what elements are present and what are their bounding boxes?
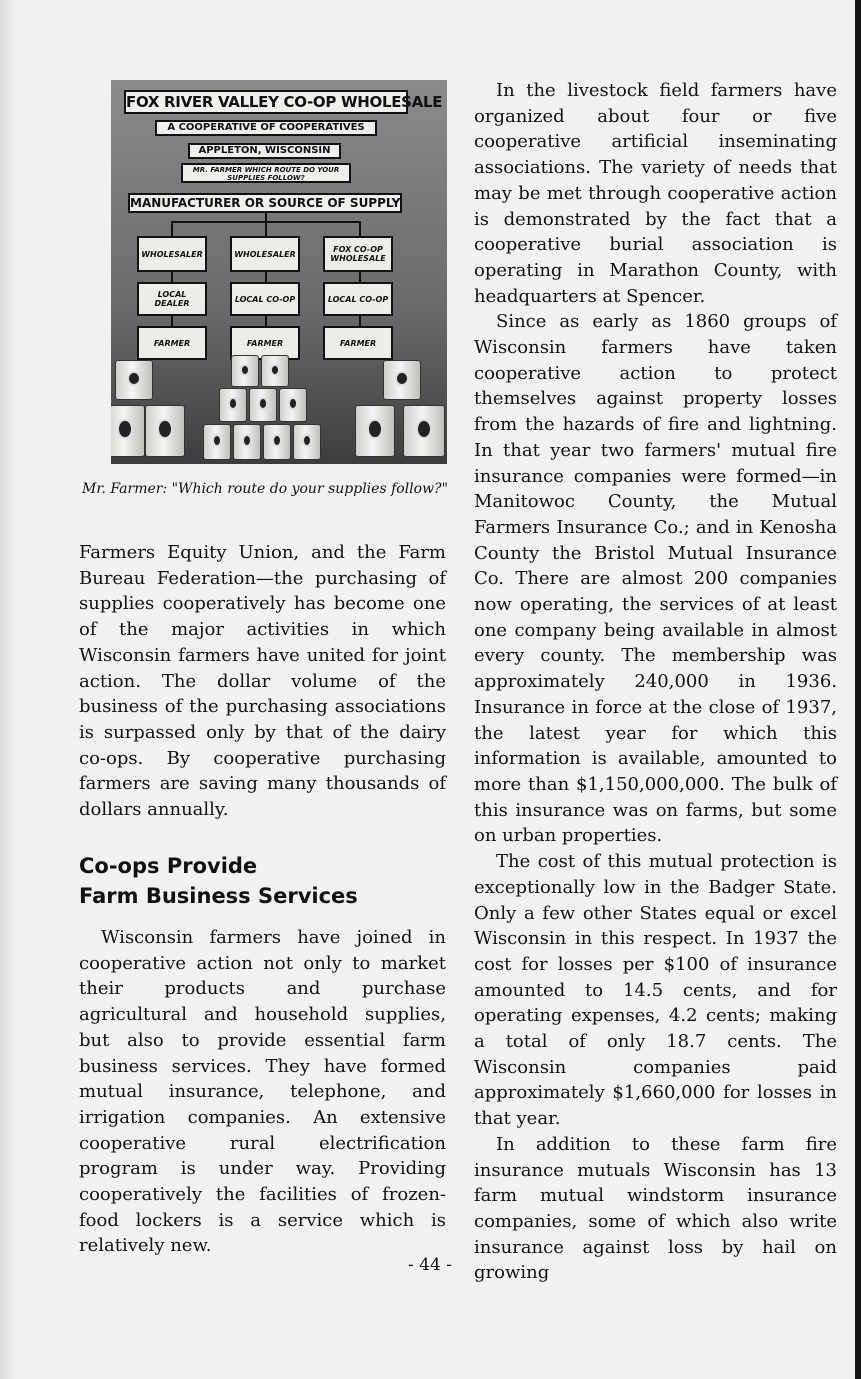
sign-main: FOX RIVER VALLEY CO-OP WHOLESALE (124, 90, 408, 114)
sign-source: MANUFACTURER OR SOURCE OF SUPPLY (128, 193, 402, 213)
connector-line (171, 272, 173, 282)
connector-line (265, 272, 267, 282)
photo-caption: Mr. Farmer: "Which route do your supplies follow?" (82, 481, 449, 497)
paragraph: The cost of this mutual protection is exceptionally low in the Badger State. Only a few other States equal or excel Wisconsin in this respect. In 1937 the cost for losses per $100 of insurance amounted to 14.5 cents, and for operating expenses, 4.2 cents; making a total of only 18.7 cents. The Wisconsin companies paid approximately $1,660,000 for losses in that year. (474, 851, 837, 1130)
scan-edge-left (0, 0, 16, 1379)
page-number: - 44 - (408, 1255, 452, 1275)
connector-line (359, 221, 361, 236)
paragraph: Since as early as 1860 groups of Wisconsin farmers have taken cooperative action to protect themselves against property losses from the hazards of fire and lightning. In that year two farmers' mutual fire insurance companies were formed—in Manitowoc County, the Mutual Farmers Insurance Co.; and in Kenosha County the Bristol Mutual Insurance Co. There are almost 200 companies now operating, the services of at least one company being available in almost every county. The membership was approximately 240,000 in 1936. Insurance in force at the close of 1937, the latest year for which this information is available, amounted to more than $1,150,000,000. The bulk of this insurance was on farms, but some on urban properties. (474, 311, 837, 847)
left-column-lower (79, 925, 446, 1259)
oil-can (249, 388, 277, 422)
oil-can (293, 424, 321, 460)
route-box: FOX CO-OP WHOLESALE (323, 236, 393, 272)
route-box: FARMER (230, 326, 300, 360)
paragraph: Wisconsin farmers have joined in cooperative action not only to market their products and purchase agricultural and household supplies, but also to provide essential farm business services. They have formed mutual insurance, telephone, and irrigation companies. An extensive cooperative rural electrification program is under way. Providing cooperatively the facilities of frozen-food lockers is a service which is relatively new. (79, 927, 446, 1257)
oil-can (111, 405, 145, 457)
connector-line (265, 221, 267, 236)
route-box: FARMER (323, 326, 393, 360)
oil-can (263, 424, 291, 460)
oil-can (145, 405, 185, 457)
connector-line (265, 213, 267, 221)
paragraph: In the livestock field farmers have organized about four or five cooperative artificial inseminating associations. The variety of needs that may be met through cooperative action is demonstrated by the fact that a cooperative burial association is operating in Marathon County, with headquarters at Spencer. (474, 80, 837, 307)
oil-can (231, 355, 259, 387)
connector-line (171, 316, 173, 326)
oil-can (261, 355, 289, 387)
paragraph: Farmers Equity Union, and the Farm Bureau Federation—the purchasing of supplies cooperatively has become one of the major activities in which Wisconsin farmers have united for joint action. The dollar volume of the business of the purchasing associations is surpassed only by that of the dairy co-ops. By cooperative purchasing farmers are saving many thousands of dollars annually. (79, 542, 446, 821)
heading-line: Co-ops Provide (79, 854, 258, 878)
right-column (474, 78, 837, 1286)
connector-line (265, 316, 267, 326)
connector-line (171, 221, 173, 236)
connector-line (359, 316, 361, 326)
connector-line (359, 272, 361, 282)
oil-can (233, 424, 261, 460)
paragraph: In addition to these farm fire insurance mutuals Wisconsin has 13 farm mutual windstorm insurance companies, some of which also write insurance against loss by hail on growing (474, 1133, 837, 1284)
sign-city: APPLETON, WISCONSIN (188, 143, 341, 159)
route-box: LOCAL CO-OP (230, 282, 300, 316)
route-box: FARMER (137, 326, 207, 360)
route-box: WHOLESALER (230, 236, 300, 272)
oil-can (355, 405, 395, 457)
sign-question: MR. FARMER WHICH ROUTE DO YOUR SUPPLIES FOLLOW? (181, 163, 351, 183)
oil-can (203, 424, 231, 460)
photo-co-op-display (111, 80, 447, 464)
section-heading (79, 851, 439, 911)
left-column (79, 540, 446, 823)
route-box: LOCAL CO-OP (323, 282, 393, 316)
heading-line: Farm Business Services (79, 884, 358, 908)
oil-can (219, 388, 247, 422)
oil-can (279, 388, 307, 422)
oil-can (403, 405, 445, 457)
route-box: LOCAL DEALER (137, 282, 207, 316)
scan-edge-right (855, 0, 861, 1379)
oil-can (383, 360, 421, 400)
oil-can (115, 360, 153, 400)
sign-subtitle: A COOPERATIVE OF COOPERATIVES (155, 120, 377, 136)
route-box: WHOLESALER (137, 236, 207, 272)
